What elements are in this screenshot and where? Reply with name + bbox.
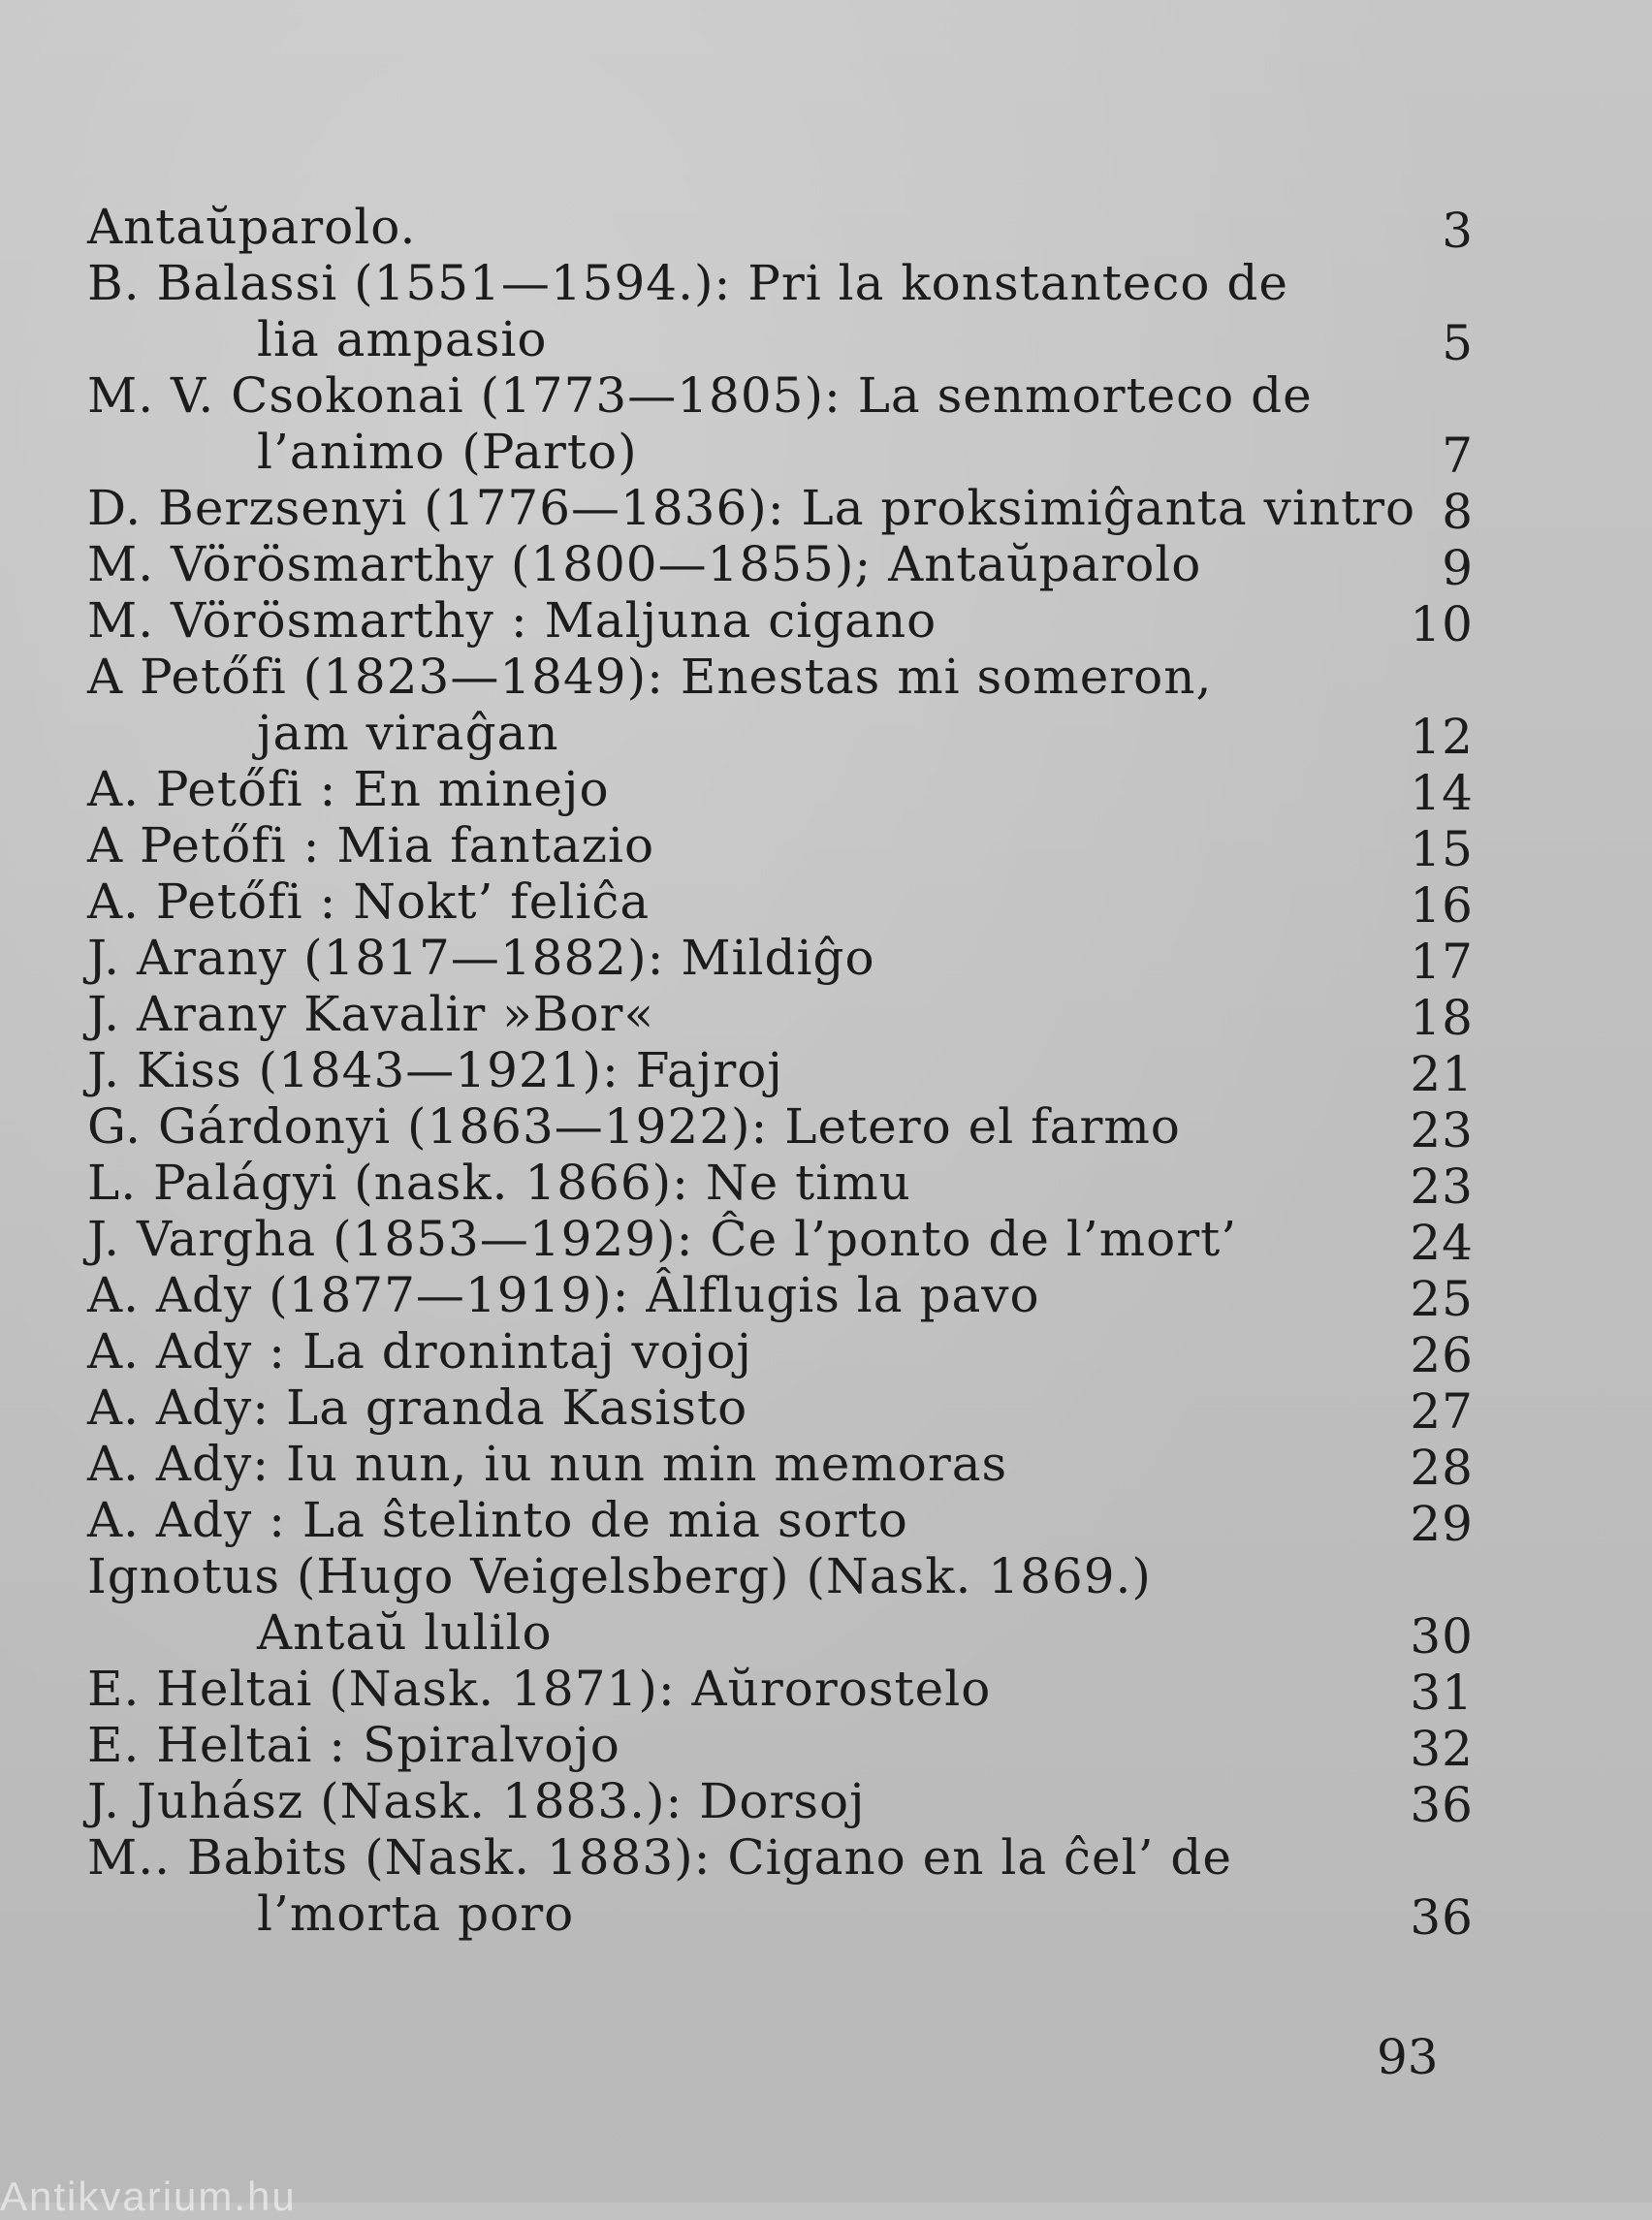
- toc-entry-page-number: 3: [1442, 203, 1474, 259]
- toc-entry-title: J. Juhász (Nask. 1883.): Dorsoj: [87, 1773, 866, 1829]
- toc-entry-title-continuation: Antaŭ lulilo: [257, 1604, 553, 1661]
- toc-entry-page-number: 8: [1442, 484, 1474, 540]
- toc-entry: [87, 1211, 1474, 1271]
- toc-entry-page-number: 32: [1410, 1721, 1474, 1777]
- toc-entry-title: J. Arany Kavalir »Bor«: [87, 986, 655, 1042]
- toc-entry: [87, 536, 1474, 596]
- toc-entry: [87, 986, 1474, 1046]
- toc-entry: [87, 1155, 1474, 1215]
- toc-entry-page-number: 25: [1410, 1271, 1474, 1327]
- toc-entry-title: J. Vargha (1853—1929): Ĉe l’ponto de l’mort’: [87, 1211, 1238, 1267]
- toc-entry: [87, 199, 1474, 259]
- toc-entry-title: L. Palágyi (nask. 1866): Ne timu: [87, 1155, 911, 1211]
- toc-entry: [87, 367, 1474, 484]
- toc-entry-title: A. Ady : La dronintaj vojoj: [87, 1323, 752, 1380]
- toc-entry: [87, 1717, 1474, 1777]
- toc-entry-title-continuation: jam viraĝan: [257, 705, 559, 761]
- toc-entry-title: D. Berzsenyi (1776—1836): La proksimiĝanta vintro: [87, 480, 1416, 536]
- toc-entry-title: B. Balassi (1551—1594.): Pri la konstanteco de: [87, 255, 1288, 311]
- toc-entry-page-number: 16: [1410, 877, 1474, 934]
- toc-entry-title: A. Ady (1877—1919): Âlflugis la pavo: [87, 1267, 1040, 1323]
- toc-entry: [87, 1436, 1474, 1496]
- watermark: Antikvarium.hu: [0, 2173, 297, 2219]
- toc-entry: [87, 649, 1474, 765]
- toc-entry-title: A Petőfi : Mia fantazio: [87, 817, 655, 873]
- toc-entry-title: G. Gárdonyi (1863—1922): Letero el farmo: [87, 1098, 1181, 1155]
- toc-entry: [87, 1829, 1474, 1946]
- toc-entry-title: A. Ady: La granda Kasisto: [87, 1380, 748, 1436]
- toc-entry-page-number: 26: [1410, 1327, 1474, 1383]
- toc-entry: [87, 592, 1474, 652]
- toc-entry-title: M. Vörösmarthy (1800—1855); Antaŭparolo: [87, 536, 1202, 592]
- toc-entry: [87, 761, 1474, 821]
- toc-entry-title: Ignotus (Hugo Veigelsberg) (Nask. 1869.): [87, 1548, 1152, 1604]
- toc-entry-page-number: 28: [1410, 1440, 1474, 1496]
- toc-entry-page-number: 14: [1410, 765, 1474, 821]
- toc-entry: [87, 1098, 1474, 1158]
- table-of-contents: [87, 199, 1474, 1946]
- toc-entry: [87, 1548, 1474, 1665]
- toc-entry-page-number: 24: [1410, 1215, 1474, 1271]
- toc-entry-title-continuation: l’morta poro: [257, 1886, 575, 1942]
- toc-entry-title: M. V. Csokonai (1773—1805): La senmorteco de: [87, 367, 1313, 424]
- toc-entry-title: J. Arany (1817—1882): Mildiĝo: [87, 930, 875, 986]
- toc-entry-page-number: 18: [1410, 990, 1474, 1046]
- toc-entry-page-number: 5: [1442, 315, 1474, 371]
- toc-entry: [87, 873, 1474, 934]
- toc-entry-title-continuation: l’animo (Parto): [257, 424, 638, 480]
- page-number: 93: [1377, 2029, 1439, 2085]
- toc-entry-page-number: 23: [1410, 1158, 1474, 1215]
- toc-entry-page-number: 36: [1410, 1889, 1474, 1946]
- toc-entry-title: M.. Babits (Nask. 1883): Cigano en la ĉel’ de: [87, 1829, 1232, 1886]
- toc-entry-page-number: 10: [1410, 596, 1474, 652]
- toc-entry-page-number: 30: [1410, 1608, 1474, 1665]
- toc-entry: [87, 1773, 1474, 1833]
- toc-entry-title-continuation: lia ampasio: [257, 311, 548, 367]
- toc-entry: [87, 1661, 1474, 1721]
- toc-entry-page-number: 17: [1410, 934, 1474, 990]
- toc-entry-page-number: 31: [1410, 1665, 1474, 1721]
- toc-entry-title: A Petőfi (1823—1849): Enestas mi someron,: [87, 649, 1213, 705]
- toc-entry-page-number: 27: [1410, 1383, 1474, 1440]
- toc-entry-page-number: 7: [1442, 428, 1474, 484]
- toc-entry-title: M. Vörösmarthy : Maljuna cigano: [87, 592, 937, 649]
- toc-entry-title: A. Ady : La ŝtelinto de mia sorto: [87, 1492, 908, 1548]
- toc-entry-title: E. Heltai : Spiralvojo: [87, 1717, 620, 1773]
- toc-entry: [87, 1323, 1474, 1383]
- toc-entry-page-number: 36: [1410, 1777, 1474, 1833]
- toc-entry: [87, 1267, 1474, 1327]
- toc-entry-page-number: 23: [1410, 1102, 1474, 1158]
- toc-entry-page-number: 9: [1442, 540, 1474, 596]
- toc-entry: [87, 930, 1474, 990]
- toc-entry-title: Antaŭparolo.: [87, 199, 417, 255]
- toc-entry: [87, 1492, 1474, 1552]
- toc-entry-page-number: 15: [1410, 821, 1474, 877]
- toc-entry: [87, 480, 1474, 540]
- toc-entry-title: A. Ady: Iu nun, iu nun min memoras: [87, 1436, 1008, 1492]
- toc-entry: [87, 1380, 1474, 1440]
- toc-entry-title: A. Petőfi : En minejo: [87, 761, 610, 817]
- toc-entry-title: E. Heltai (Nask. 1871): Aŭrorostelo: [87, 1661, 992, 1717]
- toc-entry-page-number: 29: [1410, 1496, 1474, 1552]
- toc-entry-page-number: 21: [1410, 1046, 1474, 1102]
- toc-entry-title: A. Petőfi : Nokt’ feliĉa: [87, 873, 651, 930]
- toc-entry-page-number: 12: [1410, 709, 1474, 765]
- toc-entry-title: J. Kiss (1843—1921): Fajroj: [87, 1042, 783, 1098]
- toc-entry: [87, 255, 1474, 371]
- toc-entry: [87, 817, 1474, 877]
- toc-entry: [87, 1042, 1474, 1102]
